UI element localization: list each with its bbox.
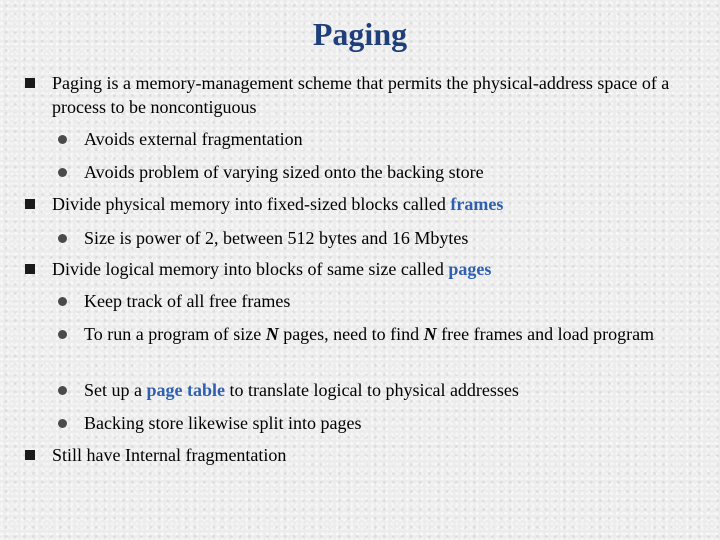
variable-n: N <box>423 324 437 344</box>
sub-bullet-item <box>84 289 684 313</box>
square-bullet-icon <box>25 199 35 209</box>
sub-bullet-item <box>84 378 684 402</box>
sub-bullet-item <box>84 127 684 151</box>
sub-bullet-text-part: pages, need to find <box>278 324 424 344</box>
sub-bullet-text: Backing store likewise split into pages <box>84 413 362 433</box>
round-bullet-icon <box>58 419 67 428</box>
round-bullet-icon <box>58 234 67 243</box>
sub-bullet-item <box>84 226 684 250</box>
sub-bullet-text-part: To run a program of size <box>84 324 266 344</box>
sub-bullet-text: Avoids external fragmentation <box>84 129 303 149</box>
bullet-item <box>52 257 692 281</box>
sub-bullet-item <box>84 160 684 184</box>
square-bullet-icon <box>25 450 35 460</box>
sub-bullet-text-part: Set up a <box>84 380 147 400</box>
bullet-text: Still have Internal fragmentation <box>52 445 287 465</box>
bullet-text: Paging is a memory-management scheme that permits the physical-address space of a process to be noncontiguous <box>52 73 670 117</box>
bullet-item <box>52 443 692 467</box>
highlight-term-pages: pages <box>448 259 492 279</box>
sub-bullet-item <box>84 322 664 346</box>
sub-bullet-text: Avoids problem of varying sized onto the backing store <box>84 162 484 182</box>
sub-bullet-text: Keep track of all free frames <box>84 291 291 311</box>
bullet-item <box>52 192 692 216</box>
sub-bullet-item <box>84 411 684 435</box>
round-bullet-icon <box>58 168 67 177</box>
square-bullet-icon <box>25 264 35 274</box>
variable-n: N <box>265 324 279 344</box>
bullet-text: Divide physical memory into fixed-sized blocks called <box>52 194 451 214</box>
sub-bullet-text-part: to translate logical to physical addresses <box>225 380 519 400</box>
round-bullet-icon <box>58 386 67 395</box>
bullet-item <box>52 71 692 119</box>
sub-bullet-text: Size is power of 2, between 512 bytes and 16 Mbytes <box>84 228 469 248</box>
round-bullet-icon <box>58 330 67 339</box>
highlight-term-frames: frames <box>450 194 504 214</box>
square-bullet-icon <box>25 78 35 88</box>
round-bullet-icon <box>58 297 67 306</box>
sub-bullet-text-part: free frames and load program <box>436 324 655 344</box>
highlight-term-page-table: page table <box>146 380 225 400</box>
bullet-text: Divide logical memory into blocks of same size called <box>52 259 449 279</box>
page-title: Paging <box>312 16 408 52</box>
round-bullet-icon <box>58 135 67 144</box>
